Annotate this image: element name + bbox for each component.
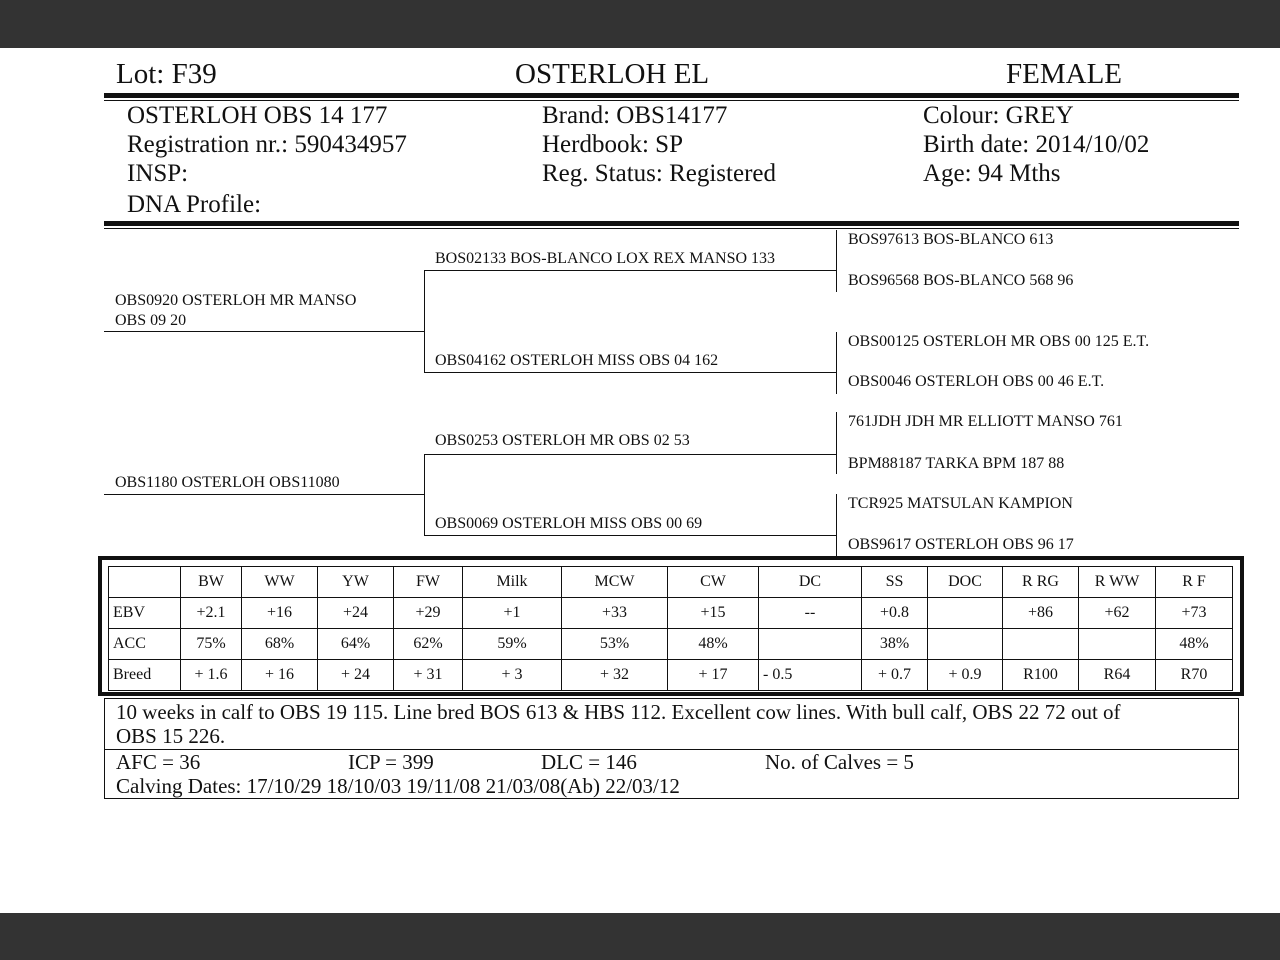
table-cell: + 17 bbox=[668, 660, 759, 691]
table-cell bbox=[759, 629, 862, 660]
table-cell: -- bbox=[759, 598, 862, 629]
col-header: CW bbox=[668, 567, 759, 598]
ggp-1: BOS97613 BOS-BLANCO 613 bbox=[848, 231, 1054, 248]
dam-line bbox=[104, 494, 424, 495]
table-cell: +33 bbox=[562, 598, 668, 629]
col-header: R WW bbox=[1079, 567, 1156, 598]
lot-number: Lot: F39 bbox=[116, 58, 217, 90]
col-header: BW bbox=[181, 567, 242, 598]
dlc-value: DLC = 146 bbox=[541, 750, 637, 774]
sire-id: OBS 09 20 bbox=[115, 312, 187, 329]
col-header: YW bbox=[318, 567, 394, 598]
table-row bbox=[109, 660, 1233, 691]
sire-dam-name: OBS04162 OSTERLOH MISS OBS 04 162 bbox=[435, 352, 719, 369]
top-bar bbox=[0, 0, 1280, 48]
notes-divider bbox=[105, 749, 1238, 750]
icp-value: ICP = 399 bbox=[348, 750, 434, 774]
col-header: DC bbox=[759, 567, 862, 598]
table-cell: + 0.9 bbox=[928, 660, 1003, 691]
table-cell: + 0.7 bbox=[862, 660, 928, 691]
bottom-bar bbox=[0, 913, 1280, 960]
header-rule-thin bbox=[104, 100, 1239, 101]
table-cell: R100 bbox=[1003, 660, 1079, 691]
table-cell: +62 bbox=[1079, 598, 1156, 629]
table-cell: + 31 bbox=[394, 660, 463, 691]
col-header: MCW bbox=[562, 567, 668, 598]
table-cell: +0.8 bbox=[862, 598, 928, 629]
table-cell: 48% bbox=[1156, 629, 1233, 660]
table-cell: 59% bbox=[463, 629, 562, 660]
ggp-2: BOS96568 BOS-BLANCO 568 96 bbox=[848, 272, 1074, 289]
registration-status: Reg. Status: Registered bbox=[542, 160, 776, 187]
row-label: ACC bbox=[109, 629, 181, 660]
table-cell: +24 bbox=[318, 598, 394, 629]
brand: Brand: OBS14177 bbox=[542, 102, 728, 129]
table-cell: +15 bbox=[668, 598, 759, 629]
table-cell: +16 bbox=[242, 598, 318, 629]
table-cell: 62% bbox=[394, 629, 463, 660]
ggp-6: BPM88187 TARKA BPM 187 88 bbox=[848, 455, 1065, 472]
calves-count: No. of Calves = 5 bbox=[765, 750, 914, 774]
table-cell: R70 bbox=[1156, 660, 1233, 691]
table-cell: - 0.5 bbox=[759, 660, 862, 691]
herdbook: Herdbook: SP bbox=[542, 131, 683, 158]
dam-dam-name: OBS0069 OSTERLOH MISS OBS 00 69 bbox=[435, 515, 703, 532]
ss-bracket bbox=[836, 230, 837, 292]
row-label: EBV bbox=[109, 598, 181, 629]
ggp-8: OBS9617 OSTERLOH OBS 96 17 bbox=[848, 536, 1074, 553]
table-cell: +1 bbox=[463, 598, 562, 629]
sire-line bbox=[104, 331, 424, 332]
colour: Colour: GREY bbox=[923, 102, 1074, 129]
table-cell: + 24 bbox=[318, 660, 394, 691]
insp-label: INSP: bbox=[127, 160, 189, 187]
table-row bbox=[109, 598, 1233, 629]
afc-value: AFC = 36 bbox=[116, 750, 201, 774]
dam-sire-line bbox=[424, 454, 836, 455]
animal-full-name: OSTERLOH OBS 14 177 bbox=[127, 102, 388, 129]
table-cell: +29 bbox=[394, 598, 463, 629]
table-cell bbox=[928, 598, 1003, 629]
comment-line-1: 10 weeks in calf to OBS 19 115. Line bred BOS 613 & HBS 112. Excellent cow lines. With bull calf, OBS 22 72 out of bbox=[116, 700, 1121, 724]
ggp-3: OBS00125 OSTERLOH MR OBS 00 125 E.T. bbox=[848, 333, 1150, 350]
age: Age: 94 Mths bbox=[923, 160, 1061, 187]
sire-sire-line bbox=[424, 270, 836, 271]
table-cell: 53% bbox=[562, 629, 668, 660]
row-label: Breed bbox=[109, 660, 181, 691]
table-cell: 48% bbox=[668, 629, 759, 660]
notes-box bbox=[104, 698, 1239, 799]
table-cell: 68% bbox=[242, 629, 318, 660]
table-cell: + 16 bbox=[242, 660, 318, 691]
ds-bracket bbox=[836, 412, 837, 474]
birth-date: Birth date: 2014/10/02 bbox=[923, 131, 1150, 158]
dd-bracket bbox=[836, 494, 837, 556]
dna-profile-label: DNA Profile: bbox=[127, 191, 262, 218]
table-cell: 38% bbox=[862, 629, 928, 660]
table-cell: +86 bbox=[1003, 598, 1079, 629]
col-header: R RG bbox=[1003, 567, 1079, 598]
ggp-7: TCR925 MATSULAN KAMPION bbox=[848, 495, 1073, 512]
table-cell: + 32 bbox=[562, 660, 668, 691]
dam-sire-name: OBS0253 OSTERLOH MR OBS 02 53 bbox=[435, 432, 690, 449]
table-cell bbox=[1003, 629, 1079, 660]
table-cell: +2.1 bbox=[181, 598, 242, 629]
dam-name: OBS1180 OSTERLOH OBS11080 bbox=[115, 474, 340, 491]
sire-dam-line bbox=[424, 372, 836, 373]
table-cell bbox=[928, 629, 1003, 660]
table-cell: +73 bbox=[1156, 598, 1233, 629]
info-rule-thin bbox=[104, 228, 1239, 229]
table-corner bbox=[109, 567, 181, 598]
col-header: FW bbox=[394, 567, 463, 598]
ggp-4: OBS0046 OSTERLOH OBS 00 46 E.T. bbox=[848, 373, 1105, 390]
info-rule-thick bbox=[104, 221, 1239, 226]
table-cell: + 1.6 bbox=[181, 660, 242, 691]
sire-sire-name: BOS02133 BOS-BLANCO LOX REX MANSO 133 bbox=[435, 250, 776, 267]
ebv-table bbox=[108, 566, 1233, 691]
header-rule-thick bbox=[104, 93, 1239, 98]
ebv-header-row bbox=[109, 567, 1233, 598]
table-cell: + 3 bbox=[463, 660, 562, 691]
sire-bracket bbox=[424, 270, 425, 372]
registration-number: Registration nr.: 590434957 bbox=[127, 131, 407, 158]
sire-name: OBS0920 OSTERLOH MR MANSO bbox=[115, 292, 357, 309]
dam-dam-line bbox=[424, 535, 836, 536]
dam-bracket bbox=[424, 454, 425, 536]
col-header: SS bbox=[862, 567, 928, 598]
sd-bracket bbox=[836, 332, 837, 394]
table-row bbox=[109, 629, 1233, 660]
calving-dates: Calving Dates: 17/10/29 18/10/03 19/11/08 21/03/08(Ab) 22/03/12 bbox=[116, 774, 680, 798]
comment-line-2: OBS 15 226. bbox=[116, 724, 226, 748]
ggp-5: 761JDH JDH MR ELLIOTT MANSO 761 bbox=[848, 413, 1123, 430]
animal-title: OSTERLOH EL bbox=[515, 58, 710, 90]
col-header: WW bbox=[242, 567, 318, 598]
animal-sex: FEMALE bbox=[1006, 58, 1122, 90]
col-header: DOC bbox=[928, 567, 1003, 598]
table-cell: 64% bbox=[318, 629, 394, 660]
table-cell bbox=[1079, 629, 1156, 660]
col-header: R F bbox=[1156, 567, 1233, 598]
col-header: Milk bbox=[463, 567, 562, 598]
table-cell: R64 bbox=[1079, 660, 1156, 691]
table-cell: 75% bbox=[181, 629, 242, 660]
